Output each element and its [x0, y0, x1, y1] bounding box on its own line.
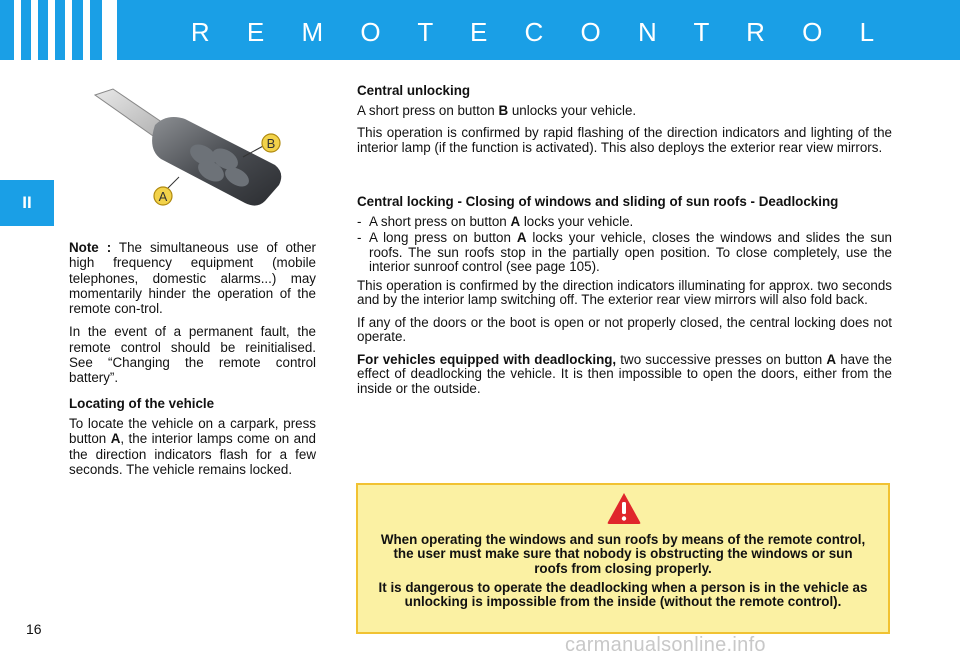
header-stripe — [65, 0, 72, 60]
button-ref: A — [826, 351, 837, 367]
page-title: R E M O T E C O N T R O L — [190, 17, 890, 47]
button-ref: A — [516, 230, 527, 245]
dash-marker: - — [357, 213, 362, 229]
note-label: Note : — [69, 240, 112, 255]
label-b: B — [266, 136, 276, 151]
locating-paragraph — [69, 416, 316, 477]
list-text: locks your vehicle. — [520, 213, 634, 229]
lock-open-paragraph: If any of the doors or the boot is open or not properly closed, the central locking does not operate. — [357, 314, 892, 344]
locating-text: To locate the vehicle on a carpark, press button — [69, 415, 316, 447]
list-text: A long press on button — [369, 230, 517, 245]
label-a: A — [158, 189, 168, 204]
unlock-heading: Central unlocking — [357, 83, 471, 98]
warning-text — [376, 533, 870, 614]
lock-confirm-paragraph: This operation is confirmed by the direction indicators illuminating for approx. two seconds and by the interior lamp switching off. The exterior rear view mirrors will also fold back. — [357, 277, 892, 307]
deadlock-text: have the effect of deadlocking the vehicle. It is then impossible to open the doors, either from the inside or the outside. — [357, 351, 892, 396]
header-stripe — [102, 0, 117, 60]
deadlock-paragraph — [357, 353, 892, 397]
header-stripe — [31, 0, 38, 60]
note-paragraph — [69, 240, 316, 316]
unlock-paragraph — [357, 104, 892, 119]
list-item-text — [369, 231, 892, 275]
warning-box — [356, 483, 890, 634]
list-text: locks your vehicle, closes the windows and slides the sun roofs. The sun roofs stop in the partially open position. To close completely, use the interior sunroof control (see page 105). — [369, 230, 892, 274]
list-item-text — [369, 215, 892, 230]
note-text: The simultaneous use of other high frequency equipment (mobile telephones, domestic alarms...) may momentarily hinder the operation of the remote con-trol. — [69, 240, 316, 317]
header-stripe — [48, 0, 55, 60]
locating-text: , the interior lamps come on and the direction indicators flash for a few seconds. The vehicle remains locked. — [69, 431, 316, 477]
lock-heading: Central locking - Closing of windows and sliding of sun roofs - Deadlocking — [357, 194, 839, 209]
watermark: carmanualsonline.info — [565, 634, 766, 656]
remote-control-key-image — [85, 85, 295, 215]
unlock-confirm-paragraph: This operation is confirmed by rapid flashing of the direction indicators and lighting of the interior lamp (if the function is activated). This also deploys the exterior rear view mirrors. — [357, 125, 892, 155]
warning-line: When operating the windows and sun roofs by means of the remote control, the user must make sure that nobody is obstructing the windows or sun roofs from closing properly. — [380, 532, 866, 576]
dash-marker: - — [357, 230, 362, 245]
deadlock-label: For vehicles equipped with deadlocking, — [357, 351, 617, 367]
list-item — [357, 231, 892, 275]
unlock-text: A short press on button — [357, 102, 499, 118]
header-stripe — [14, 0, 21, 60]
page-number: 16 — [26, 621, 42, 637]
button-ref: B — [498, 102, 509, 118]
button-ref: A — [510, 213, 521, 229]
section-tab: II — [0, 180, 54, 226]
locating-heading: Locating of the vehicle — [69, 395, 215, 411]
unlock-text: unlocks your vehicle. — [508, 102, 637, 118]
right-column — [357, 84, 892, 404]
warning-icon — [606, 491, 642, 525]
header-stripe — [83, 0, 90, 60]
header-bar — [0, 0, 960, 60]
list-text: A short press on button — [369, 213, 511, 229]
fault-paragraph: In the event of a permanent fault, the remote control should be reinitialised. See “Changing the remote control battery”. — [69, 324, 316, 386]
list-item — [357, 215, 892, 230]
warning-line: It is dangerous to operate the deadlocking when a person is in the vehicle as unlocking is impossible from the inside (without the remote control). — [378, 579, 868, 610]
button-ref: A — [110, 431, 121, 447]
deadlock-text: two successive presses on button — [616, 351, 827, 367]
left-column — [69, 240, 316, 485]
